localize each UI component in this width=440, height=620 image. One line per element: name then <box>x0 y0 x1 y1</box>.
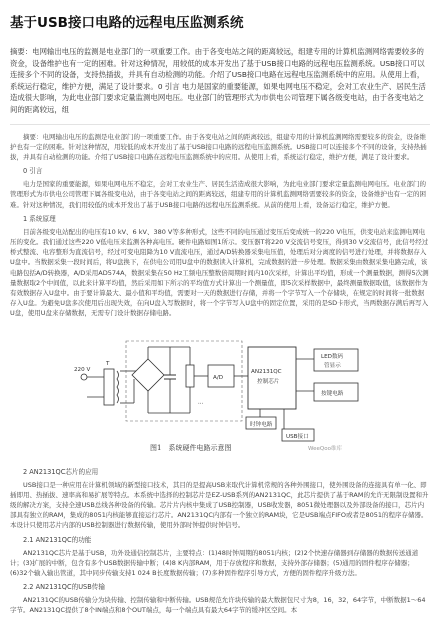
led-label: LED数码 <box>321 353 344 360</box>
usb-label: USB接口 <box>286 433 309 440</box>
bridge-rectifier-icon <box>132 359 164 391</box>
led-label-2: 管显示 <box>324 362 341 369</box>
variable-resistor-icon <box>186 365 194 387</box>
section2-heading: 2 AN2131QC芯片的应用 <box>23 467 99 476</box>
circuit-diagram <box>70 325 370 443</box>
ac-source-icon <box>81 374 87 380</box>
abstract-text: 摘要：电网输出电压的监测是电业部门的一项重要工作。由于各变电站之间的距离较远，组建专用的计算机监测网络需要较多的资金，设备维护也有一定的困难。针对这种情况，用较低的成本开发出了基于USB接口电路的远程电压监测系统。USB接口可以连接多个不同的设备，支持热插拔，并具有自动检测的功能。介绍了USB接口电路在远程电压监测系统中的应用。从使用上看，系统运行稳定，维护方便，满足了设计要求。 <box>10 132 427 161</box>
clock-label: 时钟电路 <box>250 421 273 428</box>
section22-heading: 2.2 AN2131QC的USB传输 <box>23 583 105 592</box>
figure-watermark: WeeQoo维库 <box>308 445 342 452</box>
section21-heading: 2.1 AN2131QC的功能 <box>23 535 92 544</box>
chip-sub-label: 控制芯片 <box>257 378 280 385</box>
ac-input-label: 220 V <box>74 366 91 373</box>
an2131qc-chip-block <box>248 347 296 409</box>
intro-text: 电力是国家的重要能源，如果电网电压不稳定，会对工农业生产、居民生活造成很大影响，为此电业部门要求定量监测电网电压。电业部门的管理形式为市供电公司管理下属各级变电站，由于各变电站之间的距离较远，组建专用的计算机监测网络需要较多的资金，设备维护也有一定的困难。针对这种情况，我们用较低的成本开发出了基于USB接口电路的远程电压监测系统。从前的使用上看，设备运行稳定，维护方便。 <box>10 180 426 209</box>
keypad-label: 按键电路 <box>321 390 344 397</box>
transformer-icon <box>104 369 114 405</box>
transformer-label: T <box>106 360 110 367</box>
section1-text: 目前各级变电站配出的电压有10 kV、6 kV、380 V等多种形式，这些不同的电压通过变压后变成统一的220 V电压，供变电站来监测电网电压的变化。我们通过这些220 V低电压来监测各种高电压。硬件电路如图1所示。变压器T将220 V交流信号变压，得到30 V交流信号，此信号经过桥式整流、电容整形为直流信号，经过可变电阻降为10 V直流电压，通过A/D转换器采集电压值，处理后对分离度的信号进行处理，并将数据存入U盘中。当数据采集一段时间后，将U盘换下，在供电公司用U盘中的数据读入计算机，完成数据的进一步处理。数据采集由数据采集电路完成，该电路包括A/D转换器，A/D采用AD574A，数据采集在50 Hz工频电压整数倍周期时间内10次采样，计算出平均值，形成一个测量数据，测得5次测量数据取2个中间值，以此来计算平均值，然后采用如下所示的平均值方式计算出一个测量值，即5次采样数据中，最终测量数据取值，该数据作为有效数据存入U盘中。由于要计算最大、最小值和平均值，需要对一天的数据进行存储，并将一个字节写入一个存储块，在规定的时间将一批数据存入U盘。为避免U盘多次使用后出现失效，在向U盘入写数据时，将一个字节写入U盘中的固定位置，采用的是SD卡形式，当两数据存满后再写入U盘，使用U盘来存储数据，无需专门设计数据存储电路。 <box>10 227 429 318</box>
section21-text: AN2131QC芯片是基于USB，功外设通信控制芯片，主要特点：(1)48时钟周期的8051内核；(2)2个快速存储器到存储器的数据传送通道计；(3)扩展的中断，包含有多个USB数据传输中断；(4)8 K内部RAM，用于存放程序和数据，支持外部存储器；(5)通用的固件程序存储器；(6)32个输入输出管道，其中同步传输支持1 024 B长度数据传输；(7)多种固件程序引导方式，方便的固件程序升级方法。 <box>10 548 419 578</box>
article-title: 基于USB接口电路的远程电压监测系统 <box>10 15 244 31</box>
divider <box>10 124 430 125</box>
hardware-circuit-figure <box>70 325 370 455</box>
frontend-dashed-box <box>126 341 242 421</box>
figure-caption: 图1 系统硬件电路示意图 <box>150 443 232 452</box>
section22-text: AN2131QC的USB传输分为块传输、控制传输和中断传输。USB规范允许块传输的最大数据包尺寸为8，16，32，64字节，中断数据1～64字节。AN2131QC提供了8个IN端点和8个OUT端点，每一个端点具有最大64字节的缓冲区空间。本 <box>10 596 426 615</box>
ad-converter-label: A/D <box>213 374 224 381</box>
ellipsis-label: ⋯ <box>198 400 204 407</box>
section2-text: USB接口是一种应用在计算机领域的新型接口技术，其目的是提高USB来取代计算机常规的各种外围接口，使外围设备的连接具有单一化、即插即用、热插拔、速率高和易扩展等特点。本系统中选择的控制芯片是EZ-USB系列的AN2131QC，此芯片提供了基于RAM的允许无限制设置和升级的解决方案，支持全速USB总线各种设备的传输。芯片片内核中集成了USB控制器，USB收发器，8051微处理器以及外部设备的接口，芯片内部具有独立的RAM，集成的8051内核能够直接运行芯片。AN2131QC内部有一个独立的RAM块，它是USB端点FIFO或者是8051的程序存储器。本设计只使用芯片内部的USB控制器进行数据传输，使用外部时钟提供时钟信号。 <box>10 480 429 530</box>
abstract-summary: 摘要：电网输出电压的监测是电业部门的一项重要工作。由于各变电站之间的距离较远，组建专用的计算机监测网络需要较多的资金，设备维护也有一定的困难。针对这种情况，用较低的成本开发出了基于USB接口电路的远程电压监测系统。USB接口可以连接多个不同的设备，支持热插拔，并具有自动检测的功能。介绍了USB接口电路在远程电压监测系统中的应用。从使用上看，系统运行稳定，维护方便，满足了设计要求。0 引言 电力是国家的重要能源，如果电网电压不稳定，会对工农业生产、居民生活造成很大影响，为此电业部门要求定量监测电网电压。电业部门的管理形式为市供电公司管理下属各级变电站，由于各变电站之间的距离较远，组 <box>10 47 426 114</box>
section1-heading: 1 系统原理 <box>23 214 56 223</box>
chip-label: AN2131QC <box>251 368 282 375</box>
intro-heading: 0 引言 <box>23 167 43 176</box>
